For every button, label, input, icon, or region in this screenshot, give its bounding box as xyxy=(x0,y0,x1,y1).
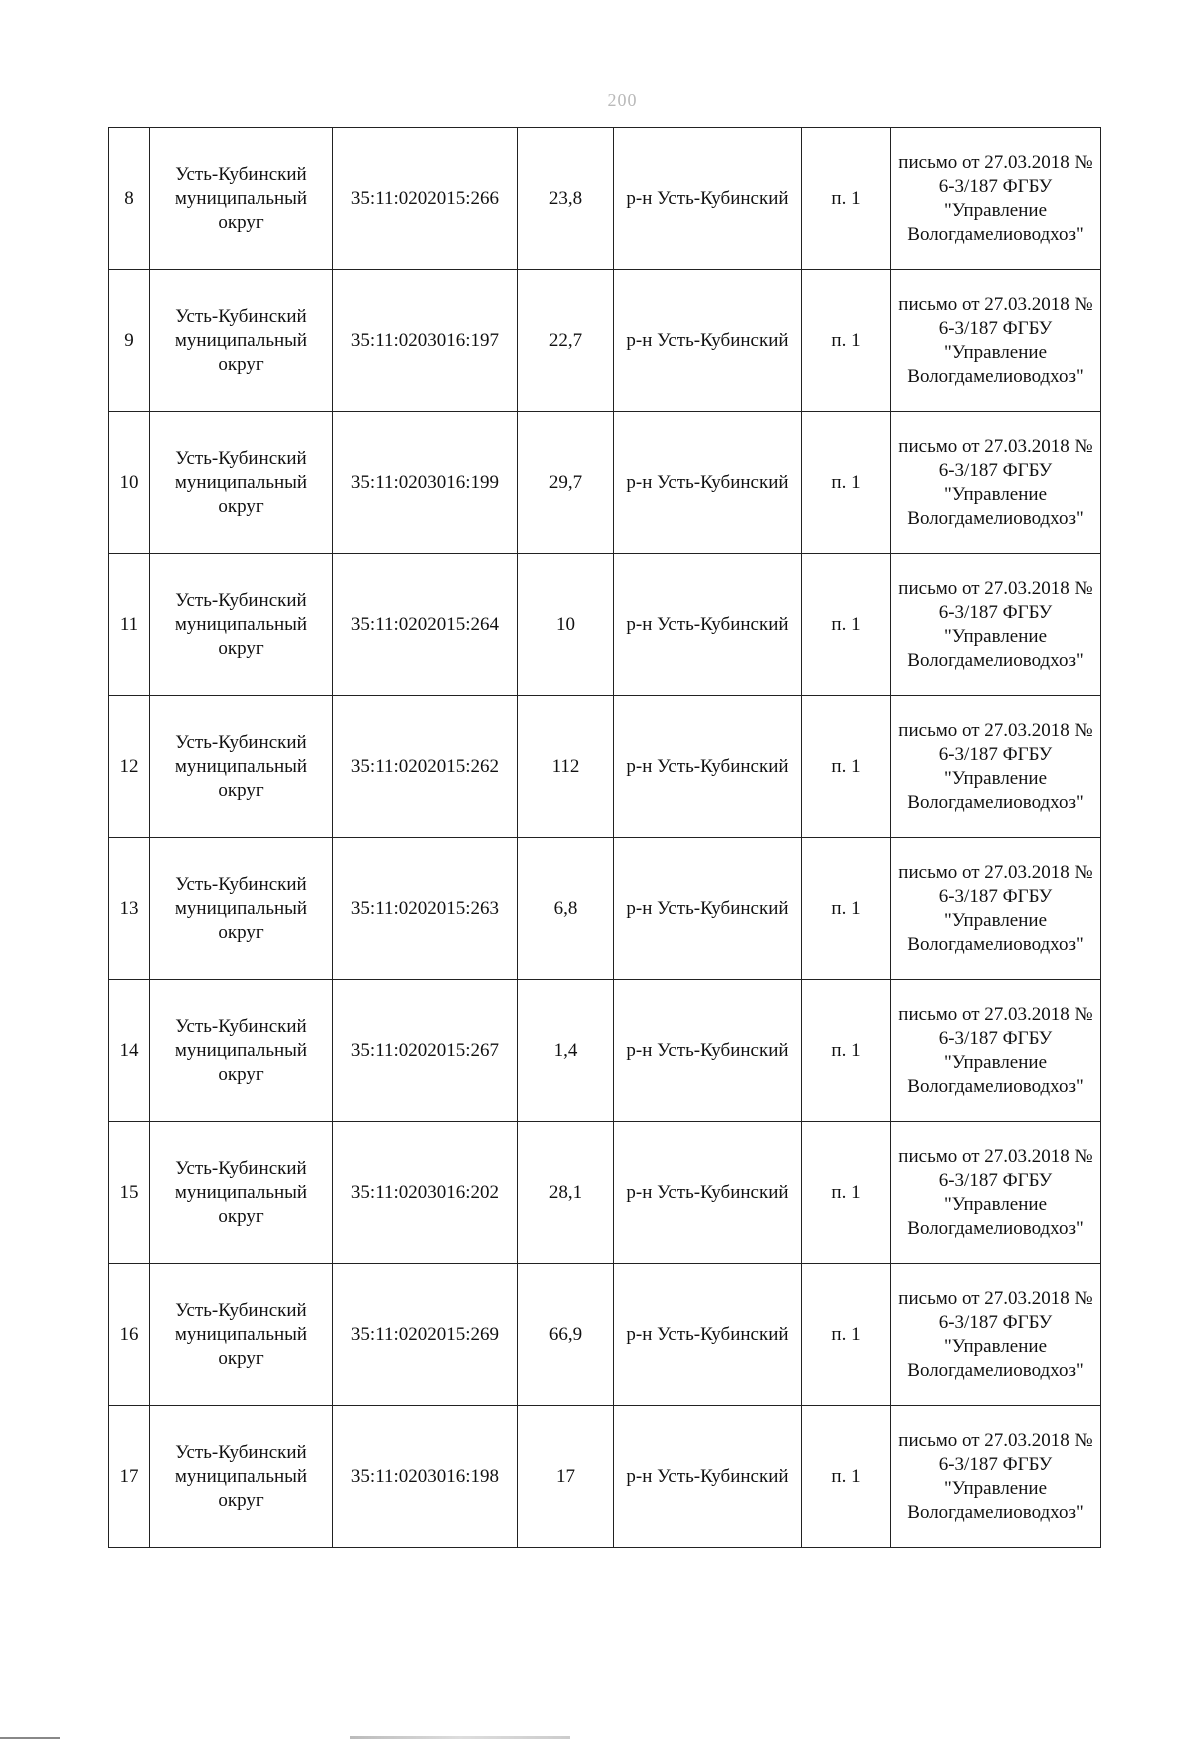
row-number-cell: 10 xyxy=(109,412,150,554)
location-cell: р-н Усть-Кубинский xyxy=(614,1406,802,1548)
area-cell: 112 xyxy=(518,696,614,838)
clause-cell: п. 1 xyxy=(802,696,891,838)
location-cell: р-н Усть-Кубинский xyxy=(614,1122,802,1264)
district-cell: Усть-Кубинский муниципальный округ xyxy=(150,412,333,554)
basis-document-cell: письмо от 27.03.2018 № 6-3/187 ФГБУ "Управление Вологдамелиоводхоз" xyxy=(891,554,1101,696)
table-row xyxy=(109,696,1101,838)
table-row xyxy=(109,1264,1101,1406)
table-row xyxy=(109,1122,1101,1264)
cadastral-number-cell: 35:11:0202015:264 xyxy=(333,554,518,696)
district-cell: Усть-Кубинский муниципальный округ xyxy=(150,1406,333,1548)
cadastral-number-cell: 35:11:0202015:262 xyxy=(333,696,518,838)
basis-document-cell: письмо от 27.03.2018 № 6-3/187 ФГБУ "Управление Вологдамелиоводхоз" xyxy=(891,412,1101,554)
cadastral-number-cell: 35:11:0202015:263 xyxy=(333,838,518,980)
scan-artifact xyxy=(0,1737,60,1739)
district-cell: Усть-Кубинский муниципальный округ xyxy=(150,980,333,1122)
area-cell: 17 xyxy=(518,1406,614,1548)
row-number-cell: 15 xyxy=(109,1122,150,1264)
page-number: 200 xyxy=(607,90,638,110)
table-body xyxy=(109,128,1101,1548)
district-cell: Усть-Кубинский муниципальный округ xyxy=(150,1264,333,1406)
table-row xyxy=(109,554,1101,696)
district-cell: Усть-Кубинский муниципальный округ xyxy=(150,270,333,412)
basis-document-cell: письмо от 27.03.2018 № 6-3/187 ФГБУ "Управление Вологдамелиоводхоз" xyxy=(891,980,1101,1122)
district-cell: Усть-Кубинский муниципальный округ xyxy=(150,128,333,270)
row-number-cell: 9 xyxy=(109,270,150,412)
district-cell: Усть-Кубинский муниципальный округ xyxy=(150,696,333,838)
row-number-cell: 14 xyxy=(109,980,150,1122)
basis-document-cell: письмо от 27.03.2018 № 6-3/187 ФГБУ "Управление Вологдамелиоводхоз" xyxy=(891,1264,1101,1406)
cadastral-number-cell: 35:11:0203016:198 xyxy=(333,1406,518,1548)
row-number-cell: 13 xyxy=(109,838,150,980)
land-plots-table xyxy=(108,127,1101,1548)
table-row xyxy=(109,980,1101,1122)
location-cell: р-н Усть-Кубинский xyxy=(614,270,802,412)
clause-cell: п. 1 xyxy=(802,1122,891,1264)
location-cell: р-н Усть-Кубинский xyxy=(614,1264,802,1406)
area-cell: 10 xyxy=(518,554,614,696)
area-cell: 28,1 xyxy=(518,1122,614,1264)
area-cell: 22,7 xyxy=(518,270,614,412)
cadastral-number-cell: 35:11:0202015:267 xyxy=(333,980,518,1122)
basis-document-cell: письмо от 27.03.2018 № 6-3/187 ФГБУ "Управление Вологдамелиоводхоз" xyxy=(891,838,1101,980)
clause-cell: п. 1 xyxy=(802,412,891,554)
row-number-cell: 17 xyxy=(109,1406,150,1548)
basis-document-cell: письмо от 27.03.2018 № 6-3/187 ФГБУ "Управление Вологдамелиоводхоз" xyxy=(891,1406,1101,1548)
cadastral-number-cell: 35:11:0203016:202 xyxy=(333,1122,518,1264)
cadastral-number-cell: 35:11:0202015:269 xyxy=(333,1264,518,1406)
location-cell: р-н Усть-Кубинский xyxy=(614,980,802,1122)
row-number-cell: 11 xyxy=(109,554,150,696)
clause-cell: п. 1 xyxy=(802,838,891,980)
table-row xyxy=(109,270,1101,412)
location-cell: р-н Усть-Кубинский xyxy=(614,412,802,554)
district-cell: Усть-Кубинский муниципальный округ xyxy=(150,838,333,980)
area-cell: 29,7 xyxy=(518,412,614,554)
area-cell: 66,9 xyxy=(518,1264,614,1406)
table-row xyxy=(109,838,1101,980)
clause-cell: п. 1 xyxy=(802,554,891,696)
clause-cell: п. 1 xyxy=(802,980,891,1122)
table-row xyxy=(109,412,1101,554)
table-row xyxy=(109,1406,1101,1548)
row-number-cell: 16 xyxy=(109,1264,150,1406)
location-cell: р-н Усть-Кубинский xyxy=(614,128,802,270)
district-cell: Усть-Кубинский муниципальный округ xyxy=(150,1122,333,1264)
table-row xyxy=(109,128,1101,270)
clause-cell: п. 1 xyxy=(802,128,891,270)
location-cell: р-н Усть-Кубинский xyxy=(614,696,802,838)
basis-document-cell: письмо от 27.03.2018 № 6-3/187 ФГБУ "Управление Вологдамелиоводхоз" xyxy=(891,270,1101,412)
cadastral-number-cell: 35:11:0203016:197 xyxy=(333,270,518,412)
cadastral-number-cell: 35:11:0203016:199 xyxy=(333,412,518,554)
clause-cell: п. 1 xyxy=(802,270,891,412)
area-cell: 6,8 xyxy=(518,838,614,980)
location-cell: р-н Усть-Кубинский xyxy=(614,554,802,696)
clause-cell: п. 1 xyxy=(802,1406,891,1548)
scan-artifact xyxy=(350,1736,570,1739)
row-number-cell: 12 xyxy=(109,696,150,838)
row-number-cell: 8 xyxy=(109,128,150,270)
area-cell: 23,8 xyxy=(518,128,614,270)
cadastral-number-cell: 35:11:0202015:266 xyxy=(333,128,518,270)
area-cell: 1,4 xyxy=(518,980,614,1122)
basis-document-cell: письмо от 27.03.2018 № 6-3/187 ФГБУ "Управление Вологдамелиоводхоз" xyxy=(891,128,1101,270)
clause-cell: п. 1 xyxy=(802,1264,891,1406)
district-cell: Усть-Кубинский муниципальный округ xyxy=(150,554,333,696)
basis-document-cell: письмо от 27.03.2018 № 6-3/187 ФГБУ "Управление Вологдамелиоводхоз" xyxy=(891,1122,1101,1264)
basis-document-cell: письмо от 27.03.2018 № 6-3/187 ФГБУ "Управление Вологдамелиоводхоз" xyxy=(891,696,1101,838)
location-cell: р-н Усть-Кубинский xyxy=(614,838,802,980)
